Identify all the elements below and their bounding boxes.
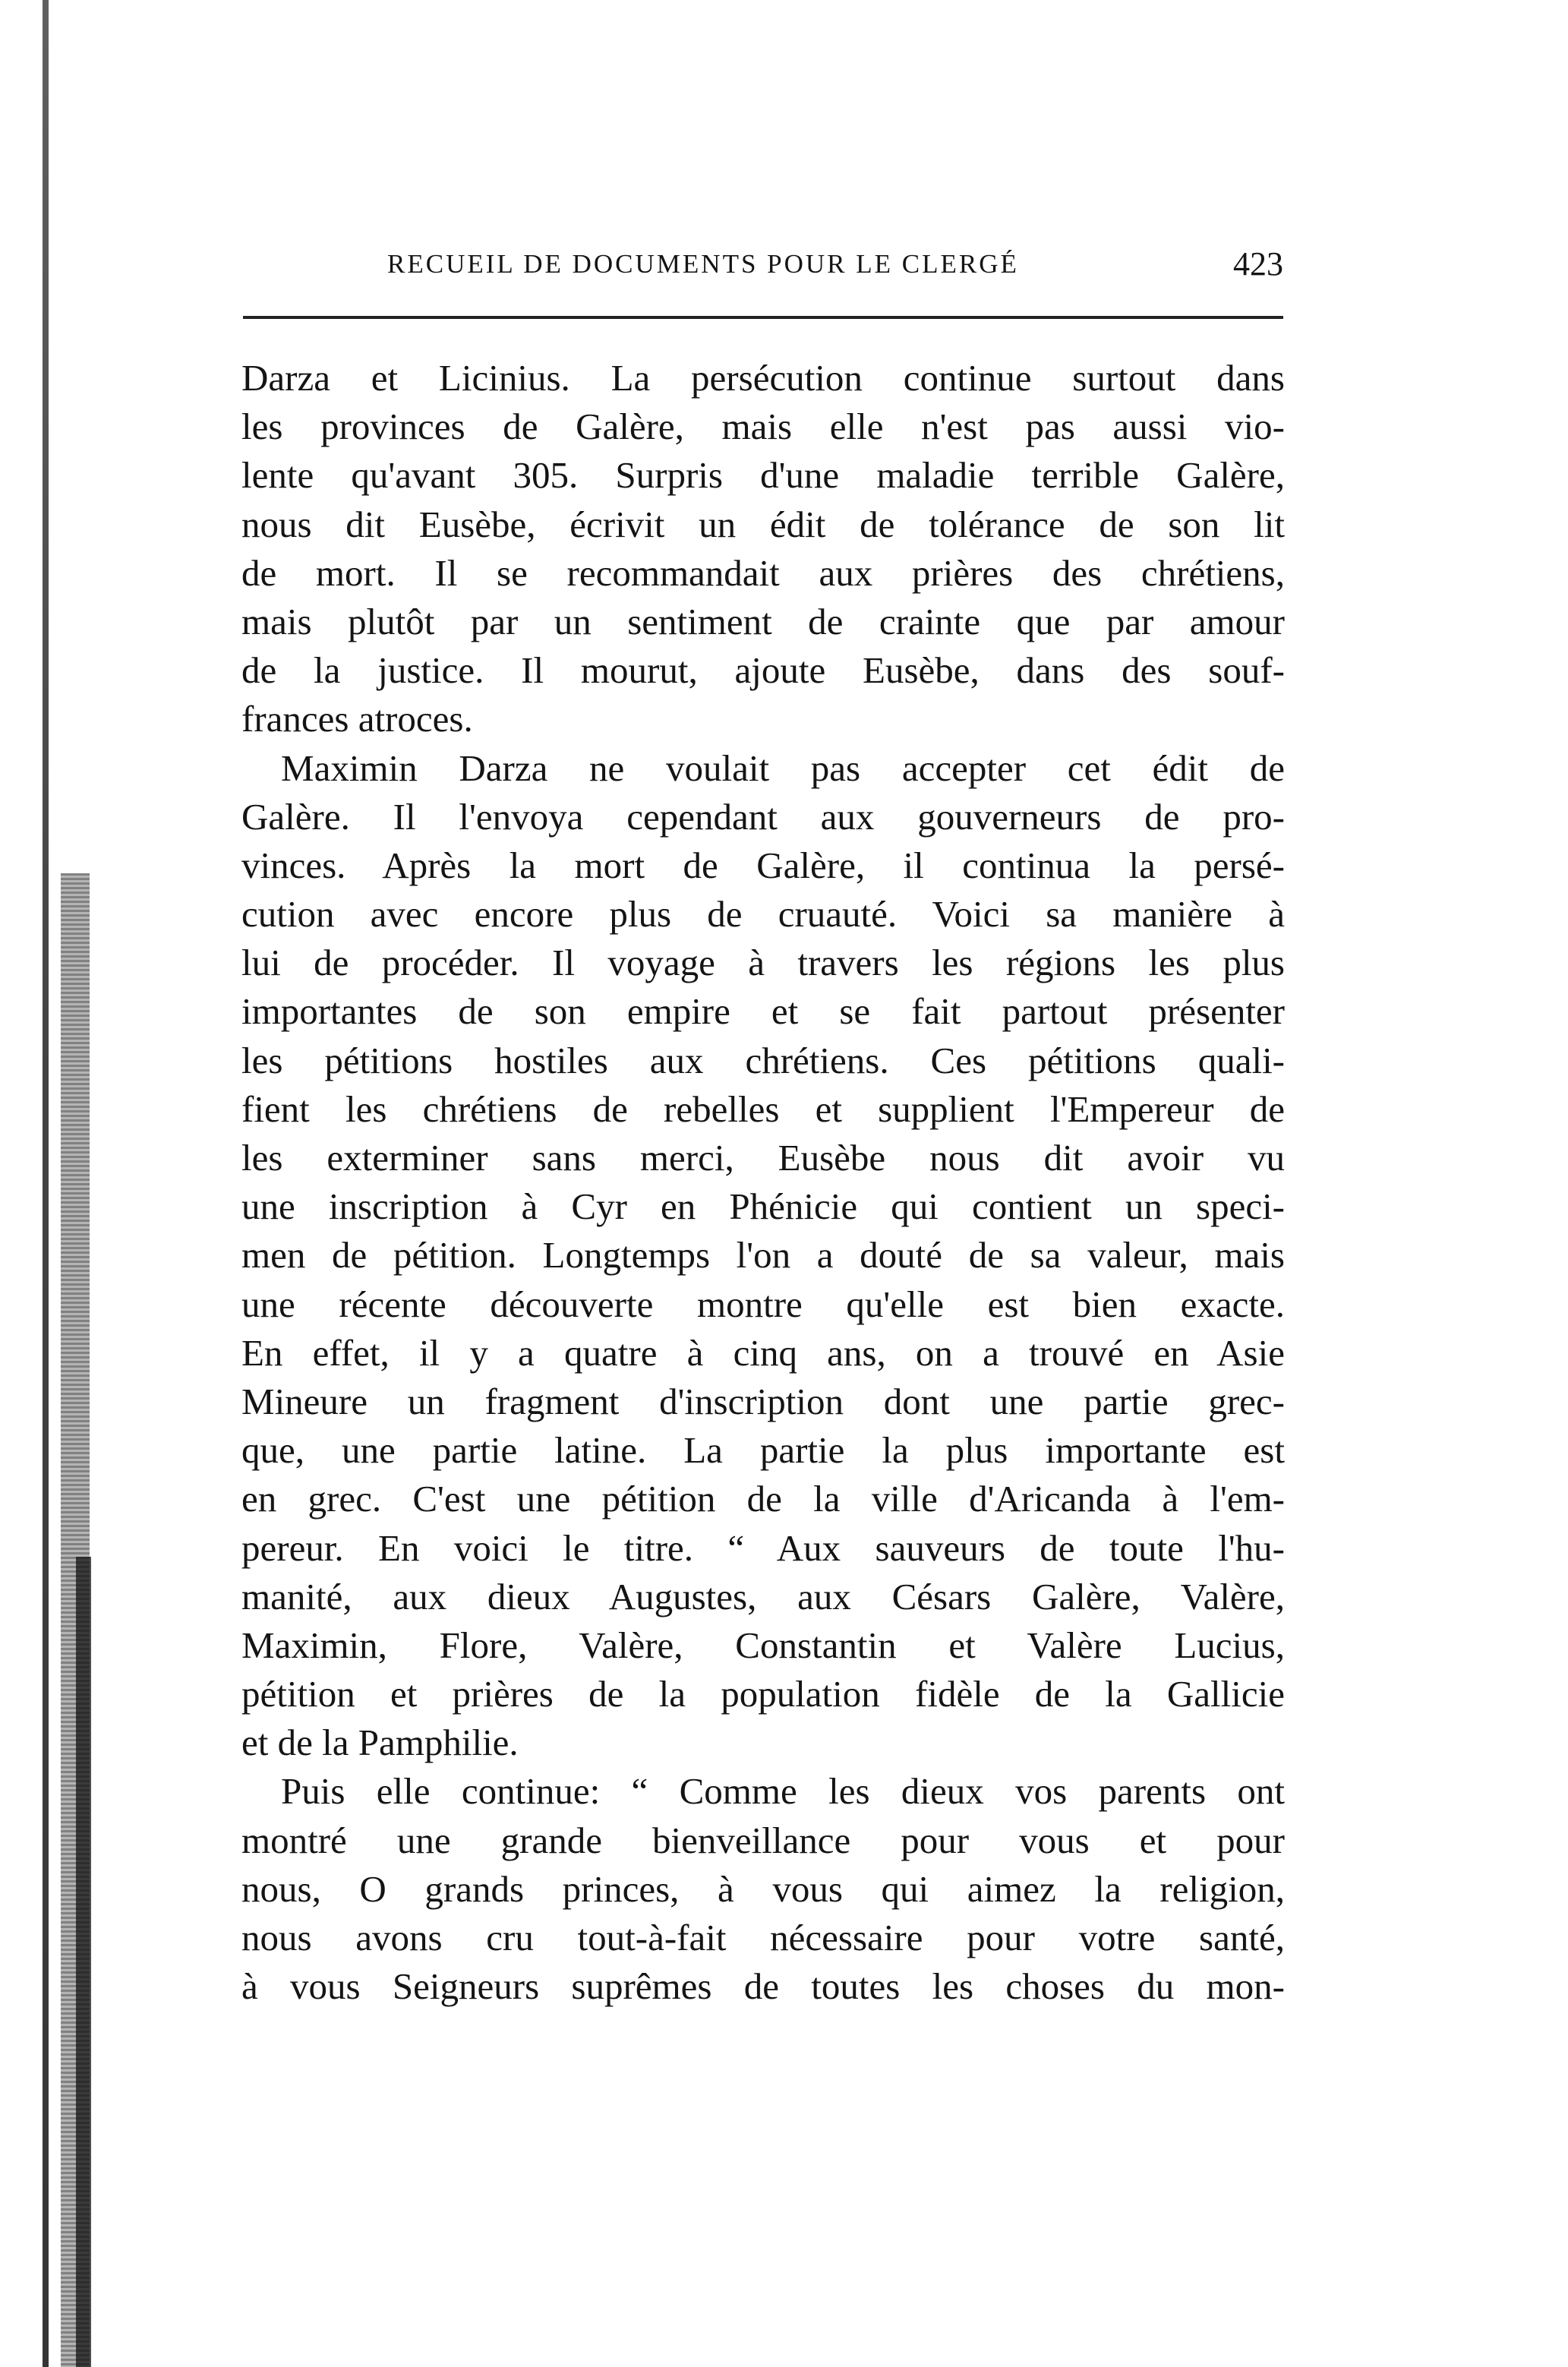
text-line: Darza et Licinius. La persécution continue surtout dans xyxy=(241,357,1285,399)
text-line: que, une partie latine. La partie la plus importante est xyxy=(241,1429,1285,1472)
text-line: Maximin Darza ne voulait pas accepter cet édit de xyxy=(281,746,1285,789)
text-line: Puis elle continue: “ Comme les dieux vos parents ont xyxy=(281,1770,1285,1813)
text-line: et de la Pamphilie. xyxy=(241,1722,519,1764)
running-title: RECUEIL DE DOCUMENTS POUR LE CLERGÉ xyxy=(387,249,1019,279)
text-line: les provinces de Galère, mais elle n'est pas aussi vio- xyxy=(241,406,1285,448)
text-line: lente qu'avant 305. Surpris d'une maladie terrible Galère, xyxy=(241,454,1285,497)
text-line: en grec. C'est une pétition de la ville d'Aricanda à l'em- xyxy=(241,1478,1285,1520)
text-line: manité, aux dieux Augustes, aux Césars Galère, Valère, xyxy=(241,1575,1285,1617)
text-line: une inscription à Cyr en Phénicie qui contient un speci- xyxy=(241,1185,1285,1228)
text-line: Mineure un fragment d'inscription dont une partie grec- xyxy=(241,1380,1285,1422)
text-line: importantes de son empire et se fait partout présenter xyxy=(241,990,1285,1033)
page-binding-gutter xyxy=(76,1557,91,2367)
text-line: cution avec encore plus de cruauté. Voici sa manière à xyxy=(241,893,1285,936)
text-line: une récente découverte montre qu'elle est bien exacte. xyxy=(241,1283,1285,1325)
body-text xyxy=(241,354,1285,2011)
text-line: les pétitions hostiles aux chrétiens. Ces pétitions quali- xyxy=(241,1039,1285,1081)
text-line: frances atroces. xyxy=(241,698,473,740)
text-line: de mort. Il se recommandait aux prières des chrétiens, xyxy=(241,551,1285,594)
text-line: vinces. Après la mort de Galère, il continua la persé- xyxy=(241,844,1285,886)
page-number: 423 xyxy=(1233,245,1283,282)
text-line: montré une grande bienveillance pour vous et pour xyxy=(241,1819,1285,1861)
text-line: à vous Seigneurs suprêmes de toutes les choses du mon- xyxy=(241,1965,1285,2008)
text-line: lui de procéder. Il voyage à travers les régions les plus xyxy=(241,942,1285,984)
text-line: nous dit Eusèbe, écrivit un édit de tolérance de son lit xyxy=(241,503,1285,545)
text-line: mais plutôt par un sentiment de crainte que par amour xyxy=(241,600,1285,642)
text-line: pereur. En voici le titre. “ Aux sauveurs de toute l'hu- xyxy=(241,1526,1285,1569)
text-line: En effet, il y a quatre à cinq ans, on a trouvé en Asie xyxy=(241,1331,1285,1374)
text-line: nous, O grands princes, à vous qui aimez la religion, xyxy=(241,1867,1285,1910)
text-line: de la justice. Il mourut, ajoute Eusèbe, dans des souf- xyxy=(241,649,1285,692)
text-line: fient les chrétiens de rebelles et supplient l'Empereur de xyxy=(241,1087,1285,1130)
text-line: les exterminer sans merci, Eusèbe nous dit avoir vu xyxy=(241,1137,1285,1179)
header-rule xyxy=(243,316,1283,319)
text-line: Maximin, Flore, Valère, Constantin et Valère Lucius, xyxy=(241,1624,1285,1666)
text-line: nous avons cru tout-à-fait nécessaire pour votre santé, xyxy=(241,1917,1285,1958)
text-line: pétition et prières de la population fidèle de la Gallicie xyxy=(241,1673,1285,1715)
text-line: men de pétition. Longtemps l'on a douté de sa valeur, mais xyxy=(241,1234,1285,1277)
text-line: Galère. Il l'envoya cependant aux gouverneurs de pro- xyxy=(241,795,1285,838)
page-binding-edge xyxy=(43,0,49,2367)
running-head xyxy=(243,241,1283,287)
